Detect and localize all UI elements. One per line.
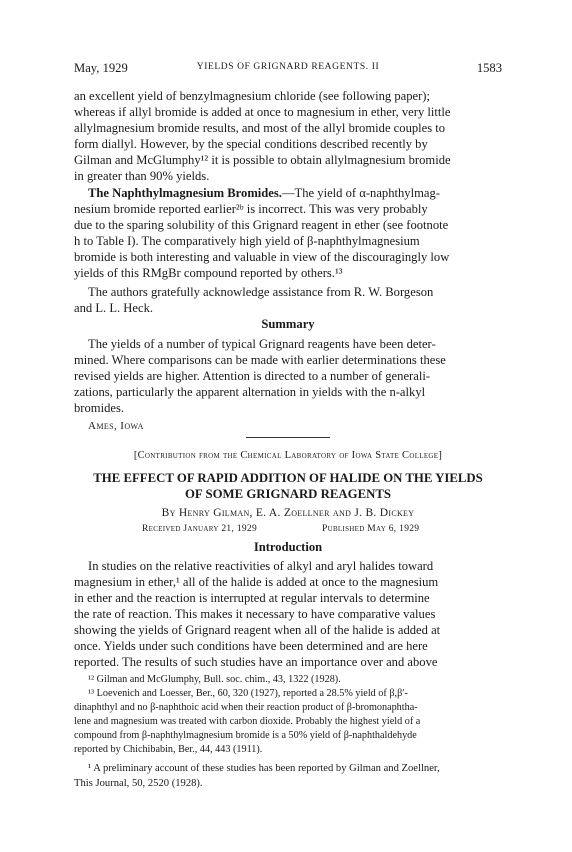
footnote-line: lene and magnesium was treated with carbon dioxide. Probably the highest yield of a	[74, 716, 421, 727]
contribution-line: [Contribution from the Chemical Laboratory of Iowa State College]	[133, 450, 443, 461]
page-number: 1583	[476, 61, 502, 75]
running-header	[74, 61, 502, 79]
received-date: Received January 21, 1929	[142, 524, 258, 534]
summary-line: bromides.	[74, 401, 125, 415]
body-line: bromide is both interesting and valuable in view of the discouragingly low	[74, 250, 450, 264]
issue-date: May, 1929	[74, 61, 128, 75]
footnote: ¹² Gilman and McGlumphy, Bull. soc. chim., 43, 1322 (1928).	[88, 674, 341, 685]
intro-line: showing the yields of Grignard reagent when all of the halide is added at	[74, 623, 441, 637]
summary-line: zations, particularly the apparent alternation in yields with the n-alkyl	[74, 385, 426, 399]
article-title-line2: OF SOME GRIGNARD REAGENTS	[184, 487, 392, 501]
body-line: an excellent yield of benzylmagnesium chloride (see following paper);	[74, 89, 430, 103]
body-line: whereas if allyl bromide is added at once to magnesium in ether, very little	[74, 105, 451, 119]
body-line: form diallyl. However, by the special conditions described recently by	[74, 137, 428, 151]
body-line: nesium bromide reported earlier²ᵇ is incorrect. This was very probably	[74, 202, 428, 216]
body-line: Gilman and McGlumphy¹² it is possible to obtain allylmagnesium bromide	[74, 153, 451, 167]
footnote-line: This Journal, 50, 2520 (1928).	[74, 778, 203, 789]
intro-line: magnesium in ether,¹ all of the halide is added at once to the magnesium	[74, 575, 439, 589]
body-text: —The yield of α-naphthylmag-	[281, 186, 440, 200]
intro-line: In studies on the relative reactivities of alkyl and aryl halides toward	[88, 559, 434, 573]
summary-line: mined. Where comparisons can be made with earlier determinations these	[74, 353, 446, 367]
body-line: in greater than 90% yields.	[74, 169, 210, 183]
article-title-line1: THE EFFECT OF RAPID ADDITION OF HALIDE ON THE YIELDS	[93, 471, 483, 485]
intro-line: reported. The results of such studies have an importance over and above	[74, 655, 438, 669]
summary-line: The yields of a number of typical Grignard reagents have been deter-	[88, 337, 436, 351]
acknowledgment-line: The authors gratefully acknowledge assistance from R. W. Borgeson	[88, 285, 434, 299]
acknowledgment-line: and L. L. Heck.	[74, 301, 154, 315]
introduction-heading: Introduction	[253, 540, 323, 554]
intro-line: the rate of reaction. This makes it necessary to have comparative values	[74, 607, 436, 621]
summary-heading: Summary	[261, 317, 315, 331]
article-authors: By Henry Gilman, E. A. Zoellner and J. B. Dickey	[161, 507, 415, 519]
author-location: Ames, Iowa	[88, 420, 144, 432]
footnote-line: compound from β-naphthylmagnesium bromide is a 50% yield of β-naphthaldehyde	[74, 730, 417, 741]
footnote-line: dinaphthyl and no β-naphthoic acid when their reaction product of β-bromonaphtha-	[74, 702, 418, 713]
body-line: allylmagnesium bromide results, and most of the allyl bromide couples to	[74, 121, 446, 135]
article-divider	[246, 437, 330, 438]
paragraph-start	[74, 185, 502, 201]
footnote: ¹ A preliminary account of these studies has been reported by Gilman and Zoellner,	[88, 763, 440, 774]
running-title: YIELDS OF GRIGNARD REAGENTS. II	[196, 62, 380, 72]
intro-line: in ether and the reaction is interrupted at regular intervals to determine	[74, 591, 430, 605]
summary-line: revised yields are higher. Attention is directed to a number of generali-	[74, 369, 431, 383]
footnote: ¹³ Loevenich and Loesser, Ber., 60, 320 (1927), reported a 28.5% yield of β,β′-	[88, 688, 408, 699]
body-line: h to Table I). The comparatively high yield of β-naphthylmagnesium	[74, 234, 420, 248]
published-date: Published May 6, 1929	[322, 524, 420, 534]
intro-line: once. Yields under such conditions have been determined and are here	[74, 639, 428, 653]
body-line: yields of this RMgBr compound reported by others.¹³	[74, 266, 343, 280]
footnote-line: reported by Chichibabin, Ber., 44, 443 (1911).	[74, 744, 263, 755]
run-in-heading: The Naphthylmagnesium Bromides.	[88, 186, 282, 200]
body-line: due to the sparing solubility of this Grignard reagent in ether (see footnote	[74, 218, 449, 232]
